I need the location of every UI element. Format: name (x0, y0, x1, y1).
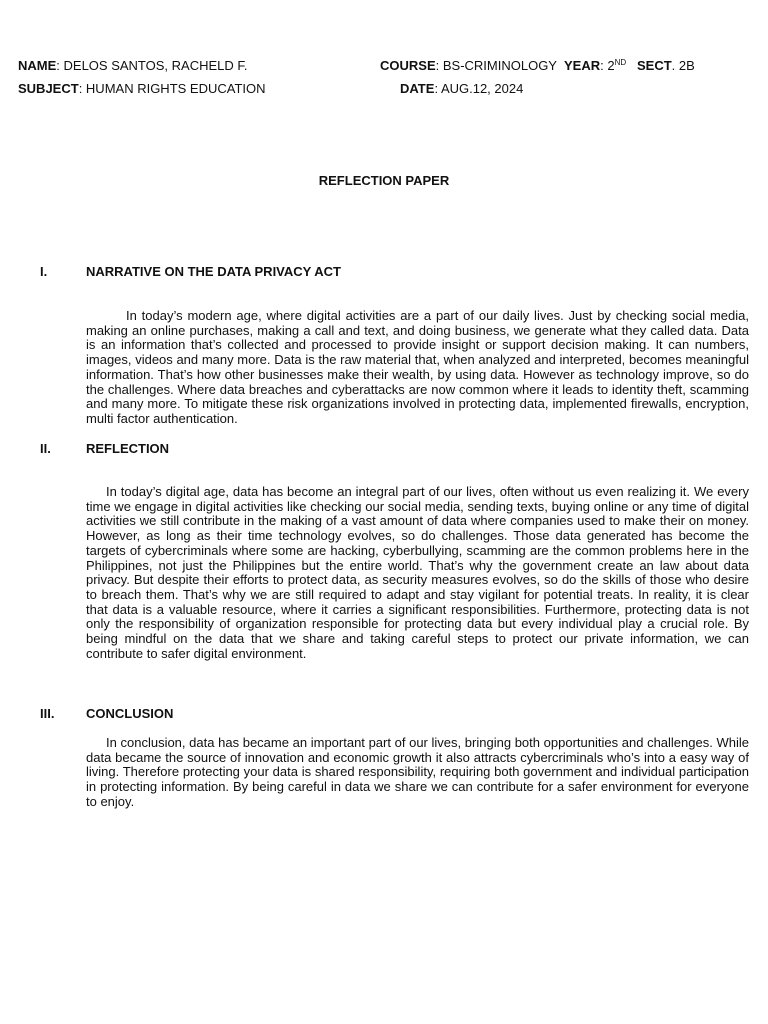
date-field (400, 81, 523, 97)
section-2-body: In today’s digital age, data has become an integral part of our lives, often without us even realizing it. We every time we engage in digital activities like checking our social media, sending texts, buying online or any time of digital activities we still contribute in the making of a vast amount of data where companies used to make their on money. However, as long as their time technology evolves, so do challenges. Those data generated has become the targets of cybercriminals where some are hacking, cyberbullying, scamming are the common problems here in the Philippines, not just the Philippines but the entire world. That’s why the government create an law about data privacy. But despite their efforts to protect data, as security measures evolves, so do the skills of those who desire to breach them. That’s why we are still required to adapt and stay vigilant for potential treats. In reality, it is clear that data is a valuable resource, where it carries a significant responsibilities. Furthermore, protecting data is not only the responsibility of organization responsible for protecting data but every individual play a crucial role. By being mindful on the data that we share and taking careful steps to protect our private information, we can contribute to safer digital environment. (86, 484, 749, 661)
sect-label: SECT (636, 58, 672, 73)
section-3-body: In conclusion, data has became an important part of our lives, bringing both opportunities and challenges. While data became the source of innovation and economic growth it also attracts cybercriminals who’s into a easy way of living. Therefore protecting your data is shared responsibility, requiring both government and individual participation in protecting information. By being careful in data we share we can contribute for a safer environment for everyone to enjoy. (86, 735, 749, 809)
year-value: : 2 (600, 58, 615, 73)
subject-field (18, 81, 266, 97)
paper-title: REFLECTION PAPER (318, 173, 450, 188)
year-suffix: ND (614, 58, 627, 67)
name-label: NAME (18, 58, 57, 73)
year-label: YEAR (563, 58, 601, 73)
section-2-number: II. (40, 441, 51, 456)
subject-value: : HUMAN RIGHTS EDUCATION (78, 81, 266, 96)
course-value: : BS-CRIMINOLOGY (435, 58, 557, 73)
section-2-heading: REFLECTION (86, 441, 170, 456)
course-year-section-field (380, 58, 695, 74)
name-value: : DELOS SANTOS, RACHELD F. (56, 58, 248, 73)
section-3-heading: CONCLUSION (86, 706, 174, 721)
subject-label: SUBJECT (18, 81, 79, 96)
student-name-field (18, 58, 247, 74)
section-1-heading: NARRATIVE ON THE DATA PRIVACY ACT (86, 264, 341, 279)
section-3-number: III. (40, 706, 55, 721)
section-1-number: I. (40, 264, 48, 279)
date-value: : AUG.12, 2024 (434, 81, 524, 96)
sect-value: . 2B (671, 58, 695, 73)
date-label: DATE (400, 81, 435, 96)
course-label: COURSE (380, 58, 436, 73)
section-1-body: In today’s modern age, where digital activities are a part of our daily lives. Just by checking social media, making an online purchases, making a call and text, and doing business, we generate what they called data. Data is an information that’s collected and processed to provide insight or support decision making. It can numbers, images, videos and many more. Data is the raw material that, when analyzed and interpreted, becomes meaningful information. That’s how other businesses make their wealth, by using data. However as technology improve, so do the challenges. Where data breaches and cyberattacks are now common where it leads to identity theft, scamming and many more. To mitigate these risk organizations involved in protecting data, implemented firewalls, encryption, multi factor authentication. (86, 308, 749, 426)
